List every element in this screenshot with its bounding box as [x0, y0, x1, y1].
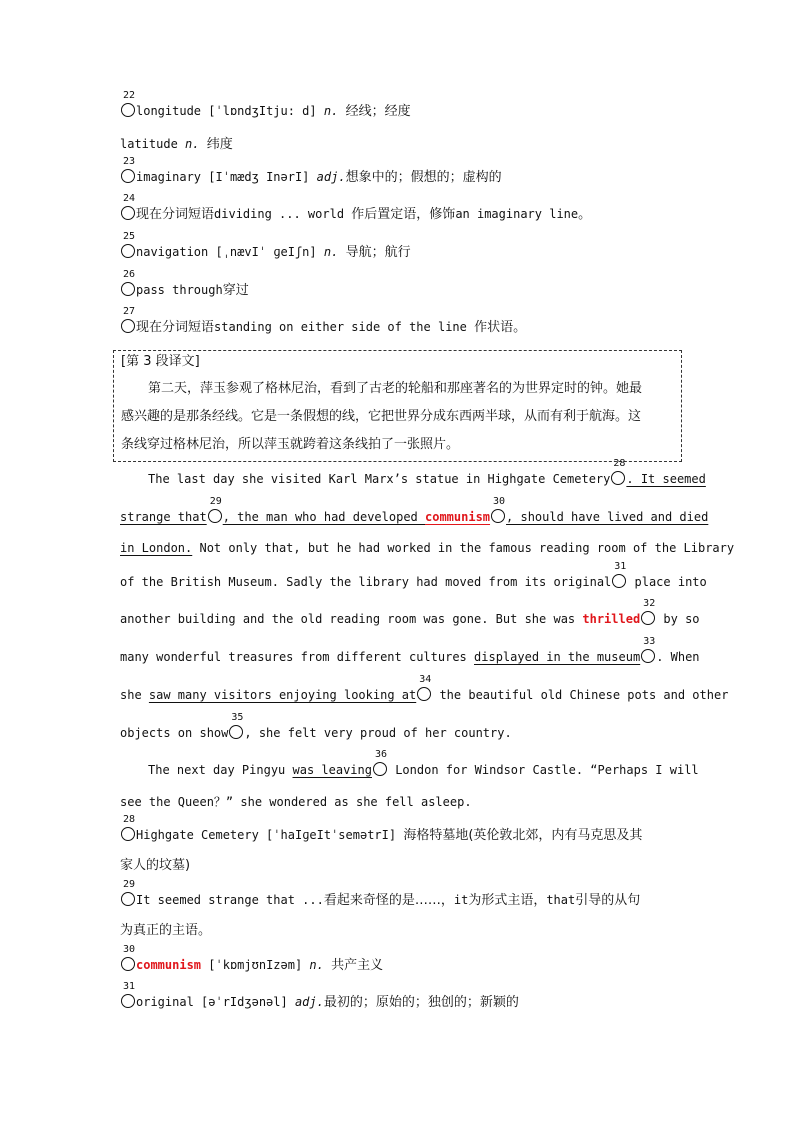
para4-line: another building and the old reading room was gone. But she was thrilled 32 by so [120, 598, 700, 626]
circle-number-icon: 25 [121, 244, 135, 258]
para4-line: in London. Not only that, but he had worked in the famous reading room of the Library [120, 541, 735, 555]
circle-number-icon: 31 [612, 574, 626, 588]
translation-title: [第 3 段译文] [121, 354, 200, 369]
circle-number-icon: 23 [121, 169, 135, 183]
note-28-cont: 家人的坟墓) [120, 858, 191, 873]
para4-line: many wonderful treasures from different cultures displayed in the museum 33 . When [120, 636, 700, 664]
circle-number-icon: 31 [121, 994, 135, 1008]
para4-line: she saw many visitors enjoying looking at 34 the beautiful old Chinese pots and other [120, 674, 729, 702]
note-24: 24 现在分词短语dividing ... world 作后置定语，修饰an imaginary line。 [123, 193, 592, 222]
note-22: 22 longitude [ˈlɒndʒItju: d] n. 经线；经度 [123, 90, 411, 119]
note-25: 25 navigation [ˌnævIˈ ɡeIʃn] n. 导航；航行 [123, 231, 411, 260]
circle-number-icon: 27 [121, 319, 135, 333]
note-28: 28 Highgate Cemetery [ˈhaIɡeItˈsemətrI] 海格特墓地(英伦敦北郊，内有马克思及其 [123, 814, 643, 843]
circle-number-icon: 33 [641, 649, 655, 663]
translation-line: 条线穿过格林尼治，所以萍玉就跨着这条线拍了一张照片。 [121, 437, 460, 452]
circle-number-icon: 24 [121, 206, 135, 220]
para4-line: strange that 29 , the man who had developed communism 30 , should have lived and died [120, 496, 709, 524]
note-29-cont: 为真正的主语。 [120, 923, 212, 938]
note-27: 27 现在分词短语standing on either side of the line 作状语。 [123, 306, 527, 335]
note-30: 30 communism [ˈkɒmjʊnIzəm] n. 共产主义 [123, 944, 384, 973]
circle-number-icon: 34 [417, 687, 431, 701]
note-23: 23 imaginary [Iˈmædʒ InərI] adj.想象中的；假想的；虚构的 [123, 156, 502, 185]
circle-number-icon: 30 [491, 509, 505, 523]
circle-number-icon: 29 [121, 892, 135, 906]
circle-number-icon: 32 [641, 611, 655, 625]
circle-number-icon: 22 [121, 103, 135, 117]
circle-number-icon: 28 [121, 827, 135, 841]
circle-number-icon: 29 [208, 509, 222, 523]
circle-number-icon: 30 [121, 957, 135, 971]
translation-line: 第二天，萍玉参观了格林尼治，看到了古老的轮船和那座著名的为世界定时的钟。她最 [148, 381, 643, 396]
para5-line: see the Queen？” she wondered as she fell asleep. [120, 795, 472, 809]
para4-line: The last day she visited Karl Marx’s statue in Highgate Cemetery 28 . It seemed [148, 458, 706, 486]
para5-line: The next day Pingyu was leaving 36 London for Windsor Castle. “Perhaps I will [148, 749, 699, 777]
para4-line: of the British Museum. Sadly the library had moved from its original 31 place into [120, 561, 707, 589]
para4-line: objects on show 35 , she felt very proud of her country. [120, 712, 512, 740]
note-26: 26 pass through穿过 [123, 269, 249, 298]
note-31: 31 original [əˈrIdʒənəl] adj.最初的；原始的；独创的；新颖的 [123, 981, 519, 1010]
note-29: 29 It seemed strange that ...看起来奇怪的是……，it为形式主语，that引导的从句 [123, 879, 641, 908]
note-latitude: latitude n. 纬度 [120, 137, 233, 152]
translation-line: 感兴趣的是那条经线。它是一条假想的线，它把世界分成东西两半球，从而有利于航海。这 [121, 409, 642, 424]
circle-number-icon: 28 [611, 471, 625, 485]
circle-number-icon: 35 [229, 725, 243, 739]
circle-number-icon: 36 [373, 762, 387, 776]
circle-number-icon: 26 [121, 282, 135, 296]
translation-box [113, 350, 682, 462]
